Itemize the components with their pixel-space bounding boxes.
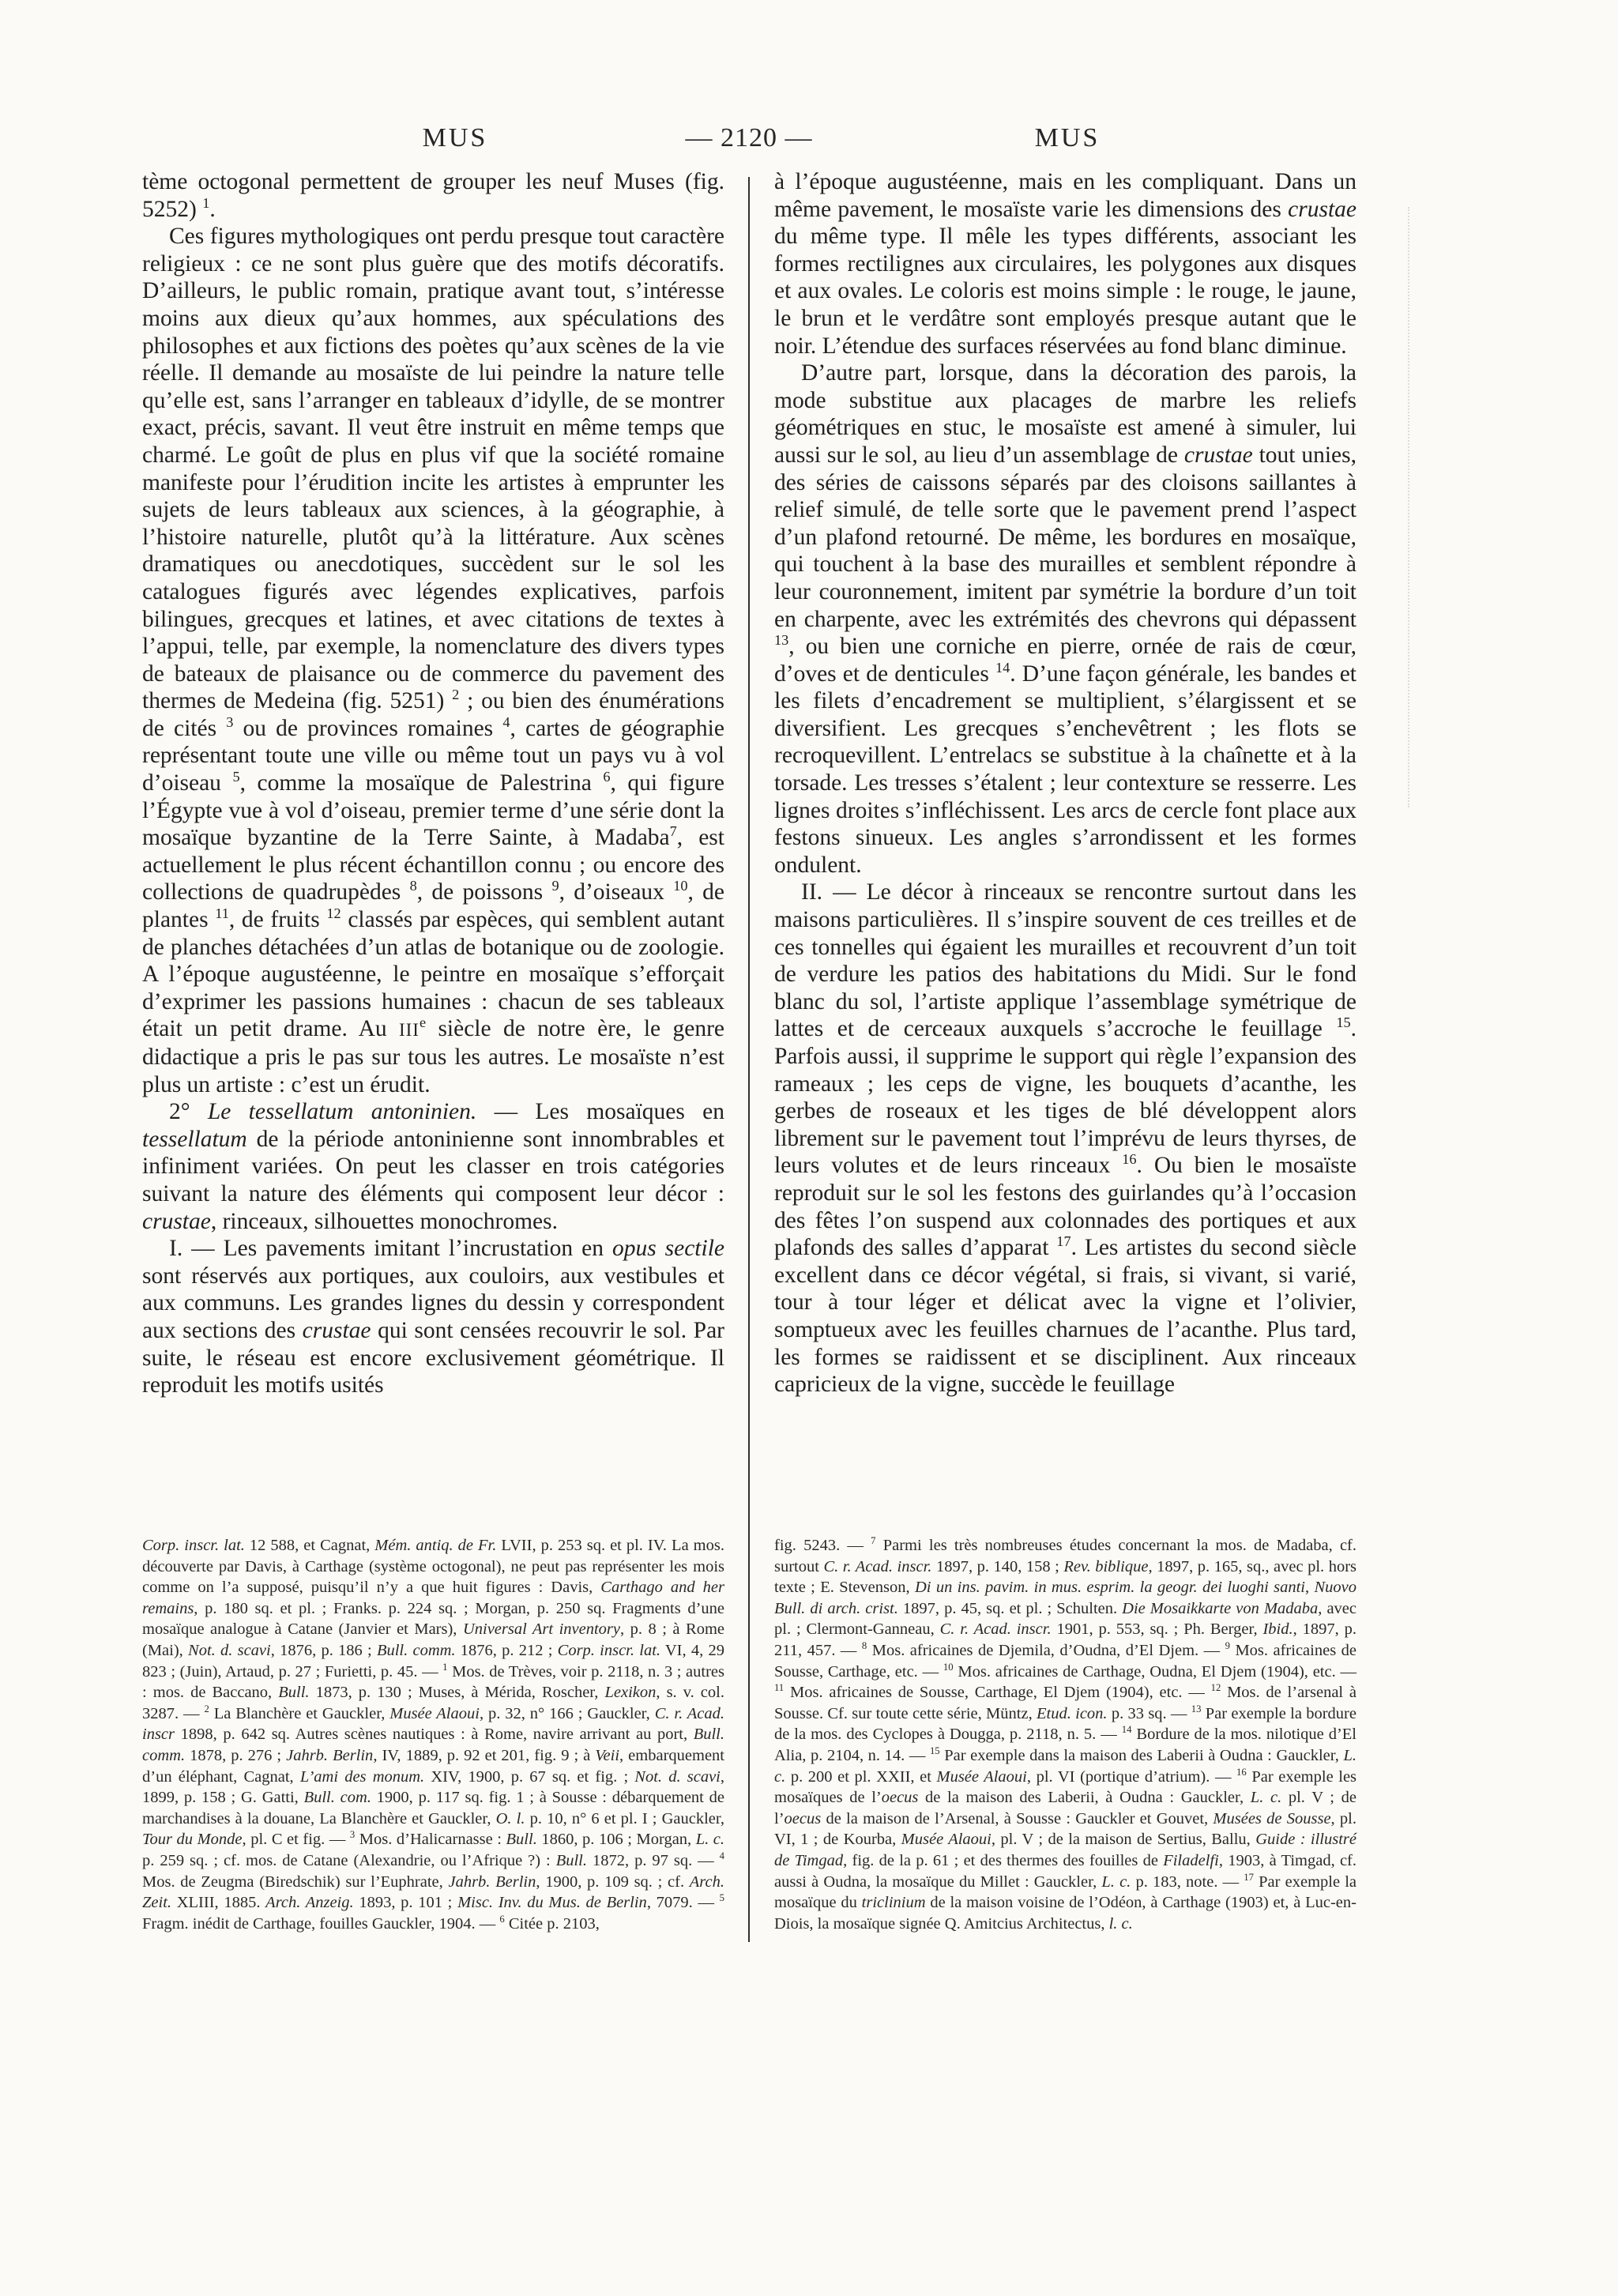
paragraph	[774, 879, 1356, 1398]
text-run: XLIII, 1885.	[171, 1894, 266, 1912]
text-run: , embarquement d’un éléphant, Cagnat,	[142, 1746, 724, 1786]
text-run: . Parfois aussi, il supprime le support qui règle l’expansion des rameaux ; les ceps de vigne, les bouquets d’acanthe, les gerbes de roseaux et les tiges de blé développent alors librement sur le pavement tout l’imprévu de leurs thyrses, de leurs volutes et de leurs rinceaux	[774, 1016, 1356, 1179]
text-run: 12 588, et Cagnat,	[244, 1537, 375, 1554]
text-run: p. 33 sq. —	[1107, 1704, 1191, 1722]
footnote-reference: 17	[1056, 1233, 1071, 1250]
paragraph	[142, 223, 724, 1098]
footnote-reference: 16	[1122, 1151, 1137, 1168]
footnote-reference: 10	[673, 878, 688, 894]
text-run: Nuovo Bull. di arch. crist.	[774, 1579, 1357, 1617]
text-run: , rinceaux, silhouettes monochromes.	[210, 1208, 558, 1234]
text-run: , fig. de la p. 61 ; et des thermes des fouilles de	[843, 1851, 1164, 1869]
text-run: , est actuellement le plus récent échantillon connu ; ou encore des collections de quadrupèdes	[142, 825, 724, 905]
text-run: O. l.	[495, 1809, 525, 1827]
text-run: Universal Art inventory	[462, 1620, 621, 1639]
text-run: tout unies, des séries de caissons séparés par des cloisons saillantes à relief simulé, de telle sorte que le pavement prend l’aspect d’un plafond retourné. De même, les bordures en mosaïque, qui touchent à la base des murailles et semblent répondre à leur couronnement, imitent par symétrie la bordure d’un toit en charpente, avec les extrémités des chevrons qui dépassent	[774, 442, 1356, 632]
text-run: , 7079. —	[646, 1894, 720, 1912]
text-run: Bull. com.	[303, 1789, 371, 1807]
text-run: Not. d. scavi	[188, 1641, 271, 1659]
text-run: C. r. Acad. inscr	[142, 1704, 725, 1744]
footnote-reference: 2	[452, 687, 460, 703]
text-run: p. 183, note. —	[1131, 1873, 1244, 1891]
footnote-reference: 4	[502, 714, 510, 731]
text-run: Misc. Inv. du Mus. de Berlin	[457, 1894, 647, 1912]
footnote-reference: 10	[943, 1661, 954, 1673]
text-run: Ibid.	[1262, 1620, 1293, 1639]
text-run: , 1903, à Timgad, cf. aussi à Oudna, la mosaïque du Millet : Gauckler,	[774, 1851, 1356, 1891]
text-run: , 1899, p. 158 ; G. Gatti,	[142, 1767, 724, 1807]
footnote-reference: e	[419, 1014, 427, 1031]
text-run: Par exemple la mosaïque du	[774, 1873, 1357, 1912]
footnote-reference: 11	[215, 905, 229, 922]
text-run: , 1876, p. 186 ;	[270, 1641, 377, 1659]
text-run: de la maison voisine de l’Odéon, à Carthage (1903) et, à Luc-en-Diois, la mosaïque signée Q. Amitcius Architectus,	[774, 1894, 1356, 1933]
text-run: , de poissons	[416, 879, 552, 905]
paragraph	[142, 1098, 724, 1235]
text-run: 1860, p. 106 ; Morgan,	[536, 1831, 696, 1849]
text-run: classés par espèces, qui semblent autant de planches détachées d’un atlas de botanique ou de zoologie. A l’époque augustéenne, le peintre en mosaïque s’efforçait d’exprimer les passions humaines : chacun de ses tableaux était un petit drame. Au	[142, 907, 724, 1042]
footnote-reference: 12	[326, 905, 341, 922]
text-run: . D’une façon générale, les bandes et les filets d’encadrement se multiplient, s’élargissent et se diversifient. Les grecques s’enchevêtrent ; les flots se recroquevillent. L’entrelacs se substitue à la chaînette et à la torsade. Les tresses s’étalent ; leur contexture se resserre. Les lignes droites s’infléchissent. Les arcs de cercle font place aux festons sinueux. Les angles s’arrondissent et les formes ondulent.	[774, 661, 1356, 878]
footnote-reference: 5	[232, 769, 240, 785]
text-run: 1873, p. 130 ; Muses, à Mérida, Roscher,	[309, 1684, 605, 1702]
text-run: Lexikon	[604, 1684, 657, 1702]
text-column-left	[142, 168, 724, 1399]
text-run: tème octogonal permettent de grouper les neuf Muses (fig. 5252)	[142, 169, 724, 222]
text-run: Di un ins. pavim. in mus. esprim. la geogr. dei luoghi santi	[914, 1579, 1305, 1597]
footnote-reference: 2	[204, 1703, 209, 1714]
text-run: 1900, p. 117 sq. fig. 1 ; à Sousse : débarquement de marchandises à la douane, La Blanchère et Gauckler,	[142, 1789, 724, 1827]
text-run: XIV, 1900, p. 67 sq. et fig. ;	[424, 1767, 635, 1786]
text-run: pl. V ; de l’	[774, 1789, 1356, 1827]
footnote-reference: 1	[202, 194, 210, 211]
text-run: Arch. Anzeig.	[265, 1894, 354, 1912]
text-run: Bull. comm.	[376, 1641, 456, 1659]
text-run: D’autre part, lorsque, dans la décoration des parois, la mode substitue aux placages de marbre les reliefs géométriques en stuc, le mosaïste est amené à simuler, lui aussi sur le sol, au lieu d’un assemblage de	[774, 360, 1356, 468]
text-run: Mém. antiq. de Fr.	[374, 1537, 497, 1554]
text-run: de la maison de l’Arsenal, à Sousse : Gauckler et Gouvet,	[821, 1809, 1214, 1827]
text-run: p. 200 et pl. XXII, et	[785, 1767, 937, 1786]
footnote-reference: 3	[226, 714, 234, 731]
text-run: L. c.	[774, 1746, 1356, 1786]
footnote-reference: 5	[719, 1892, 725, 1904]
text-run: , 1900, p. 109 sq. ; cf.	[536, 1873, 690, 1891]
text-run: siècle de notre ère, le genre didactique a pris le pas sur tous les autres. Le mosaïste n’est plus un artiste : c’est un érudit.	[142, 1016, 725, 1097]
text-run: l. c.	[1108, 1914, 1133, 1933]
text-run: II. — Le décor à rinceaux se rencontre surtout dans les maisons particulières. Il s’inspire souvent de ces treilles et de ces tonnelles qui égaient les murailles et recouvrent d’un toit de verdure les patios des habitations du Midi. Sur le fond blanc du sol, l’artiste applique l’assemblage symétrique de lattes et de cerceaux auxquels s’accroche le feuillage	[774, 879, 1356, 1042]
text-run: 2°	[169, 1099, 208, 1125]
text-run: oecus	[881, 1789, 919, 1807]
text-run: ou de provinces romaines	[233, 715, 503, 741]
text-run: Die Mosaikkarte von Madaba	[1122, 1599, 1319, 1617]
text-run: Filadelfi	[1163, 1851, 1219, 1869]
footnote-reference: 3	[349, 1829, 356, 1841]
text-run: Bull. comm.	[142, 1726, 724, 1764]
text-run: 1898, p. 642 sq. Autres scènes nautiques : à Rome, navire arrivant au port,	[175, 1726, 694, 1744]
text-run: Bordure de la mos. nilotique d’El Alia, p. 2104, n. 14. —	[774, 1726, 1357, 1764]
text-run: , pl. VI (portique d’atrium). —	[1026, 1767, 1237, 1786]
text-run: , avec pl. ; Clermont-Ganneau,	[774, 1599, 1356, 1639]
header-catchword-right: MUS	[1034, 123, 1101, 152]
footnote-block-right	[774, 1535, 1356, 1934]
text-run: oecus	[784, 1809, 822, 1827]
text-run: crustae	[1288, 196, 1356, 222]
text-run: Bull.	[278, 1684, 310, 1702]
text-run: 1878, p. 276 ;	[185, 1746, 287, 1764]
text-run: L. c.	[1250, 1789, 1282, 1807]
text-run: , pl. C et fig. —	[242, 1831, 350, 1849]
footnote-reference: 12	[1210, 1682, 1221, 1694]
text-run: à l’époque augustéenne, mais en les compliquant. Dans un même pavement, le mosaïste varie les dimensions des	[774, 169, 1356, 222]
text-run: triclinium	[861, 1894, 926, 1912]
text-run: Veii	[595, 1746, 620, 1764]
text-run: Parmi les très nombreuses études concernant la mos. de Madaba, cf. surtout	[774, 1537, 1356, 1575]
text-run: Tour du Monde	[142, 1831, 243, 1849]
text-run: , d’oiseaux	[559, 879, 674, 905]
text-run: , de fruits	[228, 907, 327, 933]
text-column-right	[774, 168, 1356, 1398]
scan-edge-artifact	[1408, 207, 1409, 807]
text-run: Mos. de Zeugma (Biredschik) sur l’Euphrate,	[142, 1873, 449, 1891]
text-run: Citée p. 2103,	[504, 1914, 600, 1933]
text-run: , ou bien une corniche en pierre, ornée de rais de cœur, d’oves et de denticules	[774, 634, 1356, 687]
text-run: p. 10, n° 6 et pl. I ; Gauckler,	[525, 1809, 724, 1827]
footnote-reference: 15	[1336, 1014, 1351, 1031]
text-run: 1872, p. 97 sq. —	[587, 1851, 720, 1869]
text-run: , cartes de géographie représentant toute une ville ou même tout un pays vu à vol d’oiseau	[142, 715, 724, 796]
text-run: de la période antoninienne sont innombrables et infiniment variées. On peut les classer en trois catégories suivant la nature des éléments qui composent leur décor :	[142, 1126, 724, 1206]
paragraph	[774, 359, 1356, 879]
text-run: Mos. africaines de Djemila, d’Oudna, d’El Djem. —	[867, 1641, 1225, 1659]
footnote-reference: 14	[1121, 1724, 1132, 1736]
footnote-reference: 15	[929, 1745, 940, 1757]
text-run: , p. 8 ; à Rome (Mai),	[142, 1620, 724, 1659]
text-run: III	[398, 1019, 420, 1041]
running-head	[0, 123, 1618, 160]
text-run: Musée Alaoui	[901, 1831, 991, 1849]
text-run: 1897, p. 45, sq. et pl. ; Schulten.	[897, 1599, 1123, 1617]
text-run: VI, 4, 29 823 ; (Juin), Artaud, p. 27 ; Furietti, p. 45. —	[142, 1641, 724, 1681]
text-run: , pl. VI, 1 ; de Kourba,	[774, 1809, 1356, 1849]
text-run: crustae	[302, 1317, 371, 1343]
text-run: ,	[1305, 1579, 1315, 1597]
text-run: Etud. icon.	[1037, 1704, 1108, 1722]
column-divider-rule	[748, 177, 750, 1942]
text-run: 1901, p. 553, sq. ; Ph. Berger,	[1051, 1620, 1263, 1639]
text-run: LVII, p. 253 sq. et pl. IV. La mos. découverte par Davis, à Carthage (système octogonal), ne peut pas représenter les mois comme on l’a supposé, puisqu’il n’y a que huit figures : Davis,	[142, 1537, 724, 1597]
text-run: du même type. Il mêle les types différents, associant les formes rectilignes aux circulaires, les polygones aux disques et aux ovales. Le coloris est moins simple : le rouge, le jaune, le brun et le verdâtre sont employés presque autant que le noir. L’étendue des surfaces réservées au fond blanc diminue.	[774, 224, 1356, 359]
footnote-reference: 1	[442, 1661, 448, 1673]
text-run: . Les artistes du second siècle excellent dans ce décor végétal, si frais, si vivant, si varié, tour à tour léger et délicat avec la vigne et l’olivier, somptueux avec les feuilles charnues de l’acanthe. Plus tard, les formes se raidissent et se disciplinent. Aux rinceaux capricieux de la vigne, succède le feuillage	[774, 1235, 1356, 1398]
text-run: , 1897, p. 165, sq., avec pl. hors texte ; E. Stevenson,	[774, 1557, 1357, 1597]
text-run: C. r. Acad. inscr.	[823, 1557, 932, 1575]
text-run: , p. 32, n° 166 ; Gauckler,	[479, 1704, 655, 1722]
text-run: Bull.	[506, 1831, 537, 1849]
footnote-reference: 16	[1236, 1766, 1247, 1778]
text-run: Musées de Sousse	[1213, 1809, 1331, 1827]
text-run: L. c.	[695, 1831, 725, 1849]
text-run: , qui figure l’Égypte vue à vol d’oiseau, premier terme d’une série dont la mosaïque byzantine de la Terre Sainte, à Madaba	[142, 770, 724, 851]
text-run: Musée Alaoui	[389, 1704, 480, 1722]
footnote-reference: 7	[669, 823, 677, 840]
text-run: Musée Alaoui	[936, 1767, 1027, 1786]
footnote-block-left	[142, 1535, 724, 1934]
text-run: Mos. d’Halicarnasse :	[355, 1831, 506, 1849]
text-run: Carthago and her remains	[142, 1579, 724, 1617]
text-run: , de plantes	[142, 879, 725, 933]
footnote-reference: 4	[719, 1850, 725, 1862]
paragraph	[142, 168, 724, 223]
text-run: de la maison des Laberii, à Oudna : Gauckler,	[918, 1789, 1251, 1807]
text-run: Par exemple la bordure de la mos. des Cyclopes à Dougga, p. 2118, n. 5. —	[774, 1704, 1356, 1744]
text-run: , 1897, p. 211, 457. —	[774, 1620, 1356, 1659]
text-run: Arch. Zeit.	[142, 1873, 724, 1912]
text-run: — Les mosaïques en	[476, 1099, 724, 1125]
text-run: sont réservés aux portiques, aux couloirs, aux vestibules et aux communs. Les grandes lignes du dessin y correspondent aux sections des	[142, 1263, 724, 1343]
text-run: Fragm. inédit de Carthage, fouilles Gauckler, 1904. —	[142, 1914, 500, 1933]
text-run: Par exemple dans la maison des Laberii à Oudna : Gauckler,	[939, 1746, 1344, 1764]
text-run: Mos. de l’arsenal à Sousse. Cf. sur toute cette série, Müntz,	[774, 1684, 1356, 1722]
text-run: 1897, p. 140, 158 ;	[931, 1557, 1064, 1575]
text-run: crustae	[142, 1208, 211, 1234]
footnote-reference: 6	[499, 1913, 505, 1925]
paragraph	[142, 1235, 724, 1399]
text-run: Mos. africaines de Sousse, Carthage, etc. —	[774, 1641, 1357, 1681]
text-run: Mos. africaines de Sousse, Carthage, El Djem (1904), etc. —	[784, 1684, 1211, 1702]
footnote-reference: 13	[774, 632, 789, 649]
text-run: Ces figures mythologiques ont perdu presque tout caractère religieux : ce ne sont plus guère que des motifs décoratifs. D’ailleurs, le public romain, pratique avant tout, s’intéresse moins aux dieux qu’aux hommes, aux spéculations des philosophes et aux fictions des poètes qu’aux scènes de la vie réelle. Il demande au mosaïste de lui peindre la nature telle qu’elle est, sans l’arranger en tableaux d’idylle, de se montrer exact, précis, savant. Il veut être instruit en même temps que charmé. Le goût de plus en plus vif que la société romaine manifeste pour l’érudition incite les artistes à emprunter les sujets de leurs tableaux aux sciences, à la géographie, à l’histoire naturelle, plutôt qu’à la littérature. Aux scènes dramatiques ou anecdotiques, succèdent sur le sol les catalogues figurés avec légendes explicatives, parfois bilingues, grecques et latines, et avec citations de textes à l’appui, telle, par exemple, la nomenclature des divers types de bateaux de plaisance ou de commerce du pavement des thermes de Medeina (fig. 5251)	[142, 224, 724, 714]
text-run: , comme la mosaïque de Palestrina	[239, 770, 604, 796]
text-run: crustae	[1183, 442, 1253, 468]
text-run: 1876, p. 212 ;	[455, 1641, 558, 1659]
paragraph	[774, 168, 1356, 359]
text-run: , p. 180 sq. et pl. ; Franks. p. 224 sq. ; Morgan, p. 250 sq. Fragments d’une mosaïque analogue à Catane (Janvier et Mars),	[142, 1599, 724, 1639]
text-run: Not. d. scavi	[634, 1767, 721, 1786]
text-run: Par exemple les mosaïques de l’	[774, 1767, 1357, 1807]
text-run: Mos. africaines de Carthage, Oudna, El Djem (1904), etc. —	[953, 1662, 1356, 1681]
text-run: , s. v. col. 3287. —	[142, 1684, 724, 1722]
text-run: Rev. biblique	[1063, 1557, 1149, 1575]
text-run: Jahrb. Berlin	[286, 1746, 374, 1764]
footnote-reference: 9	[1225, 1640, 1230, 1652]
footnote-reference: 6	[603, 769, 611, 785]
text-run: Jahrb. Berlin	[448, 1873, 536, 1891]
text-run: , pl. V ; de la maison de Sertius, Ballu,	[991, 1831, 1256, 1849]
text-run: Corp. inscr. lat.	[557, 1641, 661, 1659]
text-run: ; ou bien des énumérations de cités	[142, 688, 724, 741]
page-number: — 2120 —	[685, 123, 813, 152]
text-run: opus sectile	[611, 1236, 724, 1262]
footnote-reference: 7	[871, 1535, 876, 1547]
text-run: , IV, 1889, p. 92 et 201, fig. 9 ; à	[373, 1746, 596, 1764]
text-run: fig. 5243. —	[774, 1537, 871, 1554]
header-catchword-left: MUS	[422, 123, 488, 152]
text-run: Corp. inscr. lat.	[142, 1537, 245, 1554]
text-run: Mos. de Trèves, voir p. 2118, n. 3 ; autres : mos. de Baccano,	[142, 1662, 724, 1702]
text-run: Bull.	[555, 1851, 588, 1869]
text-run: Le tessellatum antoninien.	[207, 1099, 477, 1125]
footnote-reference: 14	[995, 659, 1010, 676]
text-run: Guide : illustré de Timgad	[774, 1831, 1357, 1869]
text-run: C. r. Acad. inscr.	[939, 1620, 1052, 1639]
footnote-reference: 9	[551, 878, 559, 894]
text-run: La Blanchère et Gauckler,	[209, 1704, 390, 1722]
text-run: . Ou bien le mosaïste reproduit sur le sol les festons des guirlandes qu’à l’occasion des fêtes l’on suspend aux colonnades des portiques et aux plafonds des salles d’apparat	[774, 1153, 1356, 1261]
text-run: qui sont censées recouvrir le sol. Par suite, le réseau est encore exclusivement géométrique. Il reproduit les motifs usités	[142, 1317, 724, 1398]
text-run: tessellatum	[142, 1126, 247, 1152]
text-run: I. — Les pavements imitant l’incrustation en	[169, 1236, 612, 1262]
text-run: p. 259 sq. ; cf. mos. de Catane (Alexandrie, ou l’Afrique ?) :	[142, 1851, 556, 1869]
footnote-reference: 17	[1244, 1871, 1254, 1883]
footnote-reference: 13	[1191, 1703, 1202, 1714]
footnote-reference: 11	[774, 1682, 785, 1694]
text-run: L. c.	[1101, 1873, 1131, 1891]
footnote-reference: 8	[861, 1640, 867, 1652]
footnote-reference: 8	[409, 878, 417, 894]
text-run: 1893, p. 101 ;	[353, 1894, 458, 1912]
text-run: L’ami des monum.	[299, 1767, 425, 1786]
text-run: .	[209, 196, 216, 222]
